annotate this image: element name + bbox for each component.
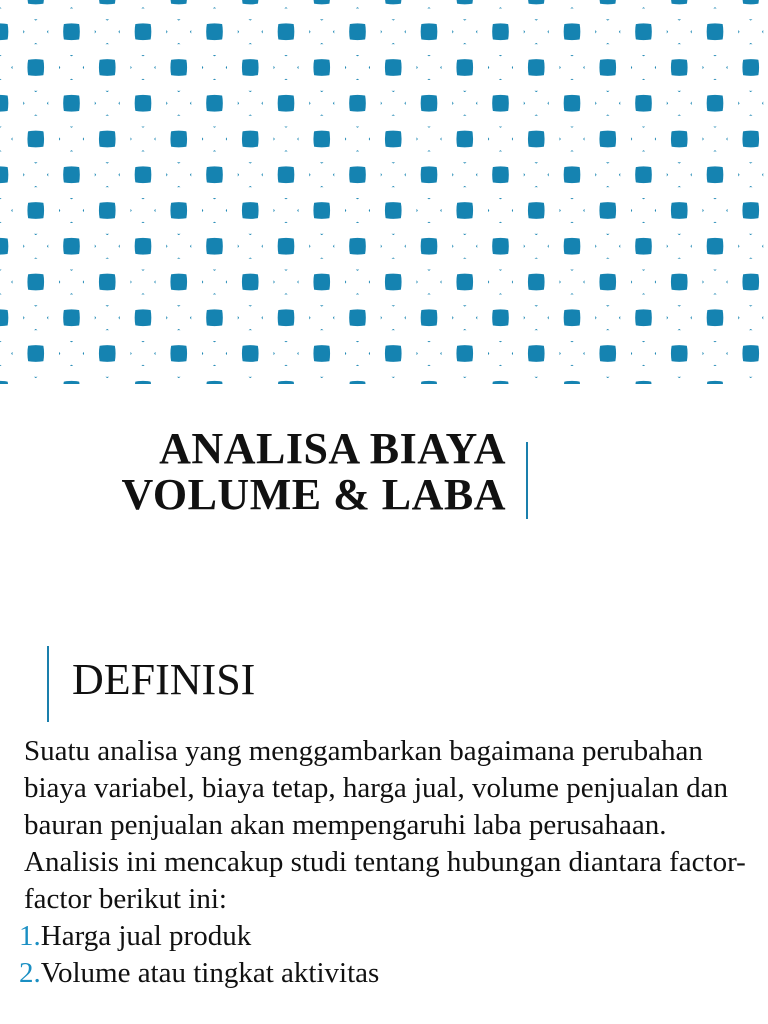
factor-list	[19, 918, 764, 992]
definition-paragraph-2: Analisis ini mencakup studi tentang hubungan diantara factor-factor berikut ini:	[24, 846, 746, 915]
definition-body	[19, 733, 764, 992]
title-line-2: VOLUME & LABA	[121, 470, 506, 519]
definition-accent-rule	[47, 646, 49, 722]
list-item-text: Volume atau tingkat aktivitas	[40, 957, 380, 989]
interlocking-circles-icon	[0, 0, 768, 384]
title-accent-rule	[526, 442, 528, 519]
list-number: 2.	[19, 957, 41, 989]
list-number: 1.	[19, 920, 41, 952]
slide-title	[60, 426, 506, 518]
list-item	[19, 955, 764, 992]
title-line-1: ANALISA BIAYA	[159, 424, 506, 473]
list-item-text: Harga jual produk	[40, 920, 252, 952]
pattern-banner	[0, 0, 768, 384]
definition-heading: DEFINISI	[72, 655, 256, 704]
definition-paragraph-1: Suatu analisa yang menggambarkan bagaimana perubahan biaya variabel, biaya tetap, harga jual, volume penjualan dan bauran penjualan akan mempengaruhi laba perusahaan.	[24, 735, 729, 841]
list-item	[19, 918, 764, 955]
